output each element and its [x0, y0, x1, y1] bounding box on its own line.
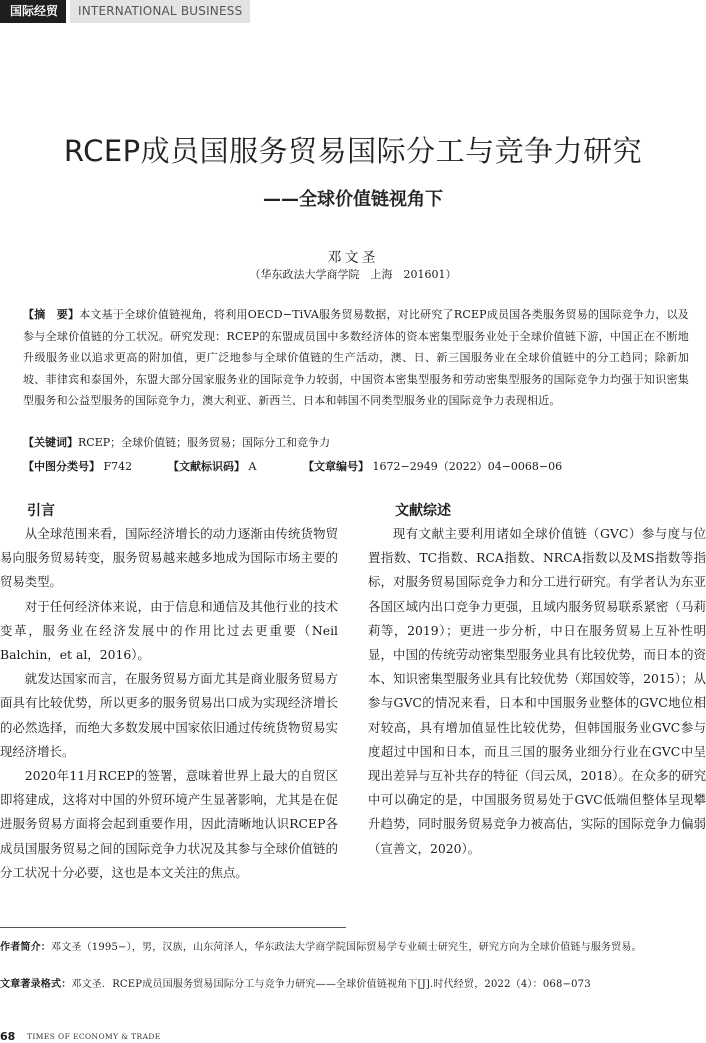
section-label-cn: 国际经贸 — [0, 0, 66, 23]
citation-label: 文章著录格式： — [0, 979, 72, 990]
abstract-label: 【摘 要】 — [23, 308, 80, 321]
intro-paragraph: 对于任何经济体来说，由于信息和通信及其他行业的技术变革，服务业在经济发展中的作用比过去更重要（Neil Balchin，et al，2016）。 — [0, 598, 338, 663]
page-number: 68 — [0, 1030, 16, 1043]
footnote-divider — [0, 927, 346, 928]
keywords-label: 【关键词】 — [23, 436, 78, 449]
intro-paragraph: 从全球范围来看，国际经济增长的动力逐渐由传统货物贸易向服务贸易转变，服务贸易越来越多地成为国际市场主要的贸易类型。 — [0, 526, 338, 590]
clc-code — [23, 458, 168, 476]
article-subtitle: ——全球价值链视角下 — [263, 189, 443, 210]
intro-paragraph: 2020年11月RCEP的签署，意味着世界上最大的自贸区即将建成，这将对中国的外贸环境产生显著影响，尤其是在促进服务贸易方面将会起到重要作用，因此清晰地认识RCEP各成员国服务贸易之间的国际竞争力状况及其参与全球价值链的分工状况十分必要，这也是本文关注的焦点。 — [0, 768, 338, 880]
citation-format — [0, 976, 706, 993]
clc-value: F742 — [103, 460, 133, 473]
article-number-label: 【文章编号】 — [303, 460, 369, 473]
doc-label: 【文献标识码】 — [168, 460, 245, 473]
keywords — [23, 434, 693, 452]
article-number — [303, 458, 562, 476]
abstract — [23, 304, 689, 412]
author-bio — [0, 939, 706, 956]
author-bio-text: 邓文圣（1995−），男，汉族，山东菏泽人，华东政法大学商学院国际贸易学专业硕士研究生，研究方向为全球价值链与服务贸易。 — [51, 942, 642, 953]
author-affiliation: （华东政法大学商学院 上海 201601） — [249, 268, 457, 281]
intro-paragraph: 就发达国家而言，在服务贸易方面尤其是商业服务贸易方面具有比较优势，所以更多的服务贸易出口成为实现经济增长的必然选择，而绝大多数发展中国家依旧通过传统货物贸易实现经济增长。 — [0, 671, 338, 759]
citation-text: 邓文圣．RCEP成员国服务贸易国际分工与竞争力研究——全球价值链视角下[J].时代经贸，2022（4）：068−073 — [71, 979, 591, 990]
article-title: RCEP成员国服务贸易国际分工与竞争力研究 — [63, 134, 643, 168]
article-number-value: 1672−2949（2022）04−0068−06 — [372, 460, 563, 473]
article-author: 邓文圣 — [327, 250, 379, 266]
clc-label: 【中图分类号】 — [23, 460, 100, 473]
review-heading: 文献综述 — [395, 503, 451, 519]
doc-code — [168, 458, 303, 476]
keywords-text: RCEP；全球价值链；服务贸易；国际分工和竞争力 — [78, 436, 331, 449]
doc-value: A — [248, 460, 257, 473]
intro-section — [0, 500, 338, 885]
review-section — [368, 500, 706, 861]
review-paragraph: 现有文献主要利用诸如全球价值链（GVC）参与度与位置指数、TC指数、RCA指数、NRCA指数以及MS指数等指标，对服务贸易国际竞争力和分工进行研究。有学者认为东亚各国区域内出口竞争力更强，且域内服务贸易联系紧密（马莉莉等，2019）；更进一步分析，中日在服务贸易上互补性明显，中国的传统劳动密集型服务业具有比较优势，而日本的资本、知识密集型服务业具有比较优势（郑国姣等，2015）；从参与GVC的情况来看，日本和中国服务业整体的GVC地位相对较高，具有增加值显性比较优势，但韩国服务业GVC参与度超过中国和日本，而且三国的服务业细分行业在GVC中呈现出差异与互补共存的特征（闫云凤，2018）。在众多的研究中可以确定的是，中国服务贸易处于GVC低端但整体呈现攀升趋势，同时服务贸易竞争力被高估，实际的国际竞争力偏弱（宣善文，2020）。 — [368, 526, 706, 856]
abstract-text: 本文基于全球价值链视角，将利用OECD−TiVA服务贸易数据，对比研究了RCEP成员国各类服务贸易的国际竞争力，以及参与全球价值链的分工状况。研究发现：RCEP的东盟成员国中多数经济体的资本密集型服务业处于全球价值链下游，中国正在不断地升级服务业以追求更高的附加值，更广泛地参与全球价值链的生产活动，澳、日、新三国服务业在全球价值链中的分工趋同；除新加坡、菲律宾和泰国外，东盟大部分国家服务业的国际竞争力较弱，中国资本密集型服务和劳动密集型服务的国际竞争力均强于知识密集型服务和公益型服务的国际竞争力，澳大利亚、新西兰、日本和韩国不同类型服务业的国际竞争力表现相近。 — [23, 308, 690, 408]
author-bio-label: 作者简介： — [0, 942, 51, 953]
classification-line — [23, 458, 693, 476]
section-label-en: INTERNATIONAL BUSINESS — [70, 0, 250, 23]
section-header — [0, 0, 250, 23]
journal-name: TIMES OF ECONOMY & TRADE — [27, 1032, 161, 1041]
intro-heading: 引言 — [27, 503, 55, 519]
